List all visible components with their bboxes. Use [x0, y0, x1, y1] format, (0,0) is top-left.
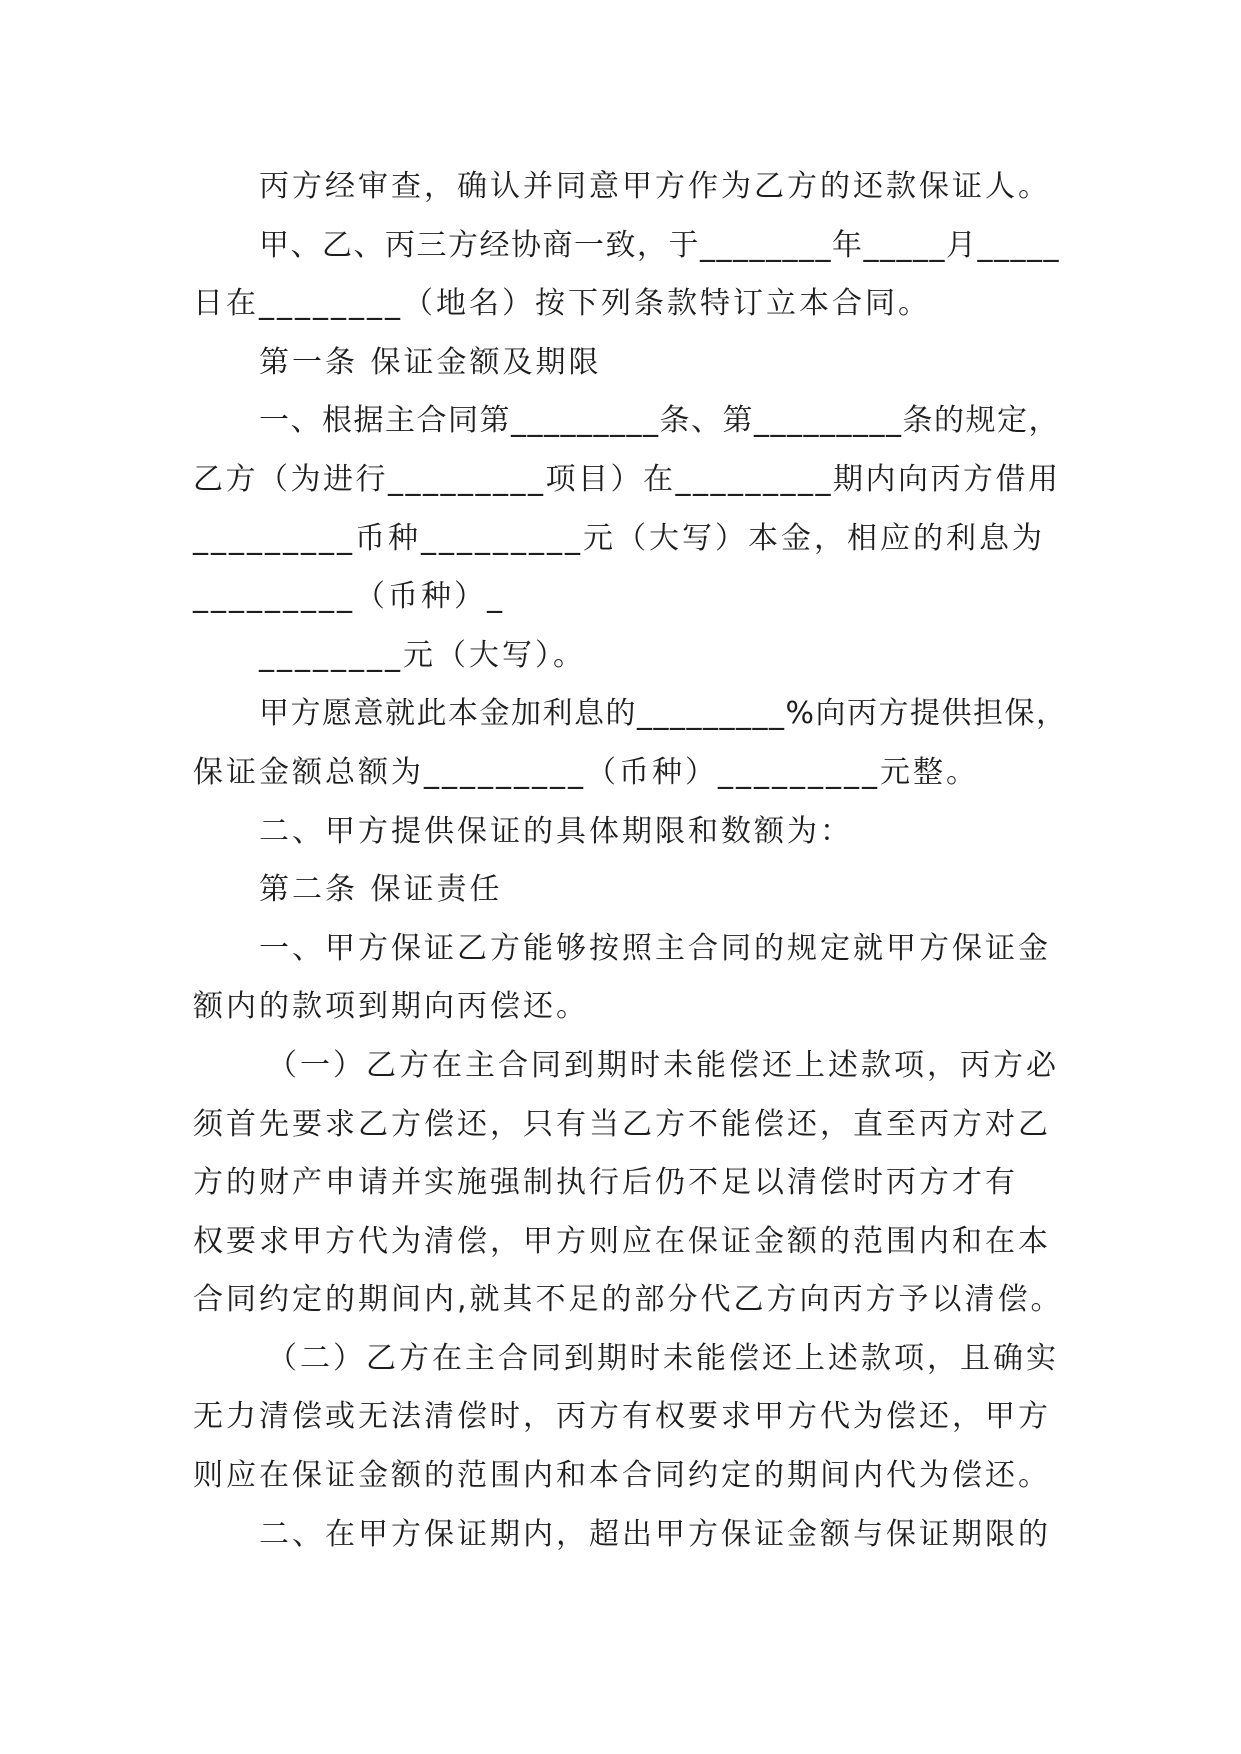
contract-body: [193, 158, 1073, 1564]
article-2-clause-2-line-1: 二、在甲方保证期内，超出甲方保证金额与保证期限的: [259, 1516, 1051, 1552]
article-1-clause-2: 二、甲方提供保证的具体期限和数额为：: [259, 813, 853, 849]
article-2-clause-1-line-2: 额内的款项到期向丙偿还。: [193, 989, 589, 1025]
article-1-clause-1-line-1: 一、根据主合同第_________条、第_________条的规定，: [259, 403, 1060, 439]
subclause-2-line-1: （二）乙方在主合同到期时未能偿还上述款项，且确实: [267, 1340, 1059, 1376]
article-1-heading: 第一条 保证金额及期限: [259, 344, 602, 380]
subclause-1-line-5: 合同约定的期间内,就其不足的部分代乙方向丙方予以清偿。: [193, 1282, 1064, 1318]
subclause-1-line-3: 方的财产申请并实施强制执行后仍不足以清偿时丙方才有: [193, 1165, 1018, 1201]
article-1-clause-1-line-4: _________（币种）_: [193, 579, 505, 615]
subclause-1-line-2: 须首先要求乙方偿还，只有当乙方不能偿还，直至丙方对乙: [193, 1106, 1051, 1142]
guarantee-percentage-line-1: 甲方愿意就此本金加利息的_________%向丙方提供担保，: [259, 696, 1068, 732]
paragraph-agreement-date-line-2: 日在________（地名）按下列条款特订立本合同。: [193, 286, 931, 322]
guarantee-percentage-line-2: 保证金额总额为_________（币种）_________元整。: [193, 754, 979, 790]
article-2-heading: 第二条 保证责任: [259, 872, 503, 908]
article-2-clause-1-line-1: 一、甲方保证乙方能够按照主合同的规定就甲方保证金: [259, 930, 1051, 966]
article-1-clause-1-line-2: 乙方（为进行_________项目）在_________期内向丙方借用: [193, 461, 1061, 497]
article-1-clause-1-line-3: _________币种_________元（大写）本金，相应的利息为: [193, 520, 1045, 556]
article-1-clause-1-line-5: ________元（大写）。: [259, 637, 586, 673]
subclause-1-line-1: （一）乙方在主合同到期时未能偿还上述款项，丙方必: [267, 1047, 1059, 1083]
subclause-2-line-2: 无力清偿或无法清偿时，丙方有权要求甲方代为偿还，甲方: [193, 1399, 1051, 1435]
subclause-2-line-3: 则应在保证金额的范围内和本合同约定的期间内代为偿还。: [193, 1458, 1051, 1494]
subclause-1-line-4: 权要求甲方代为清偿，甲方则应在保证金额的范围内和在本: [193, 1223, 1051, 1259]
paragraph-agreement-date-line-1: 甲、乙、丙三方经协商一致，于________年_____月_____: [259, 227, 1060, 263]
paragraph-guarantor-confirmation: 丙方经审查，确认并同意甲方作为乙方的还款保证人。: [259, 169, 1051, 204]
